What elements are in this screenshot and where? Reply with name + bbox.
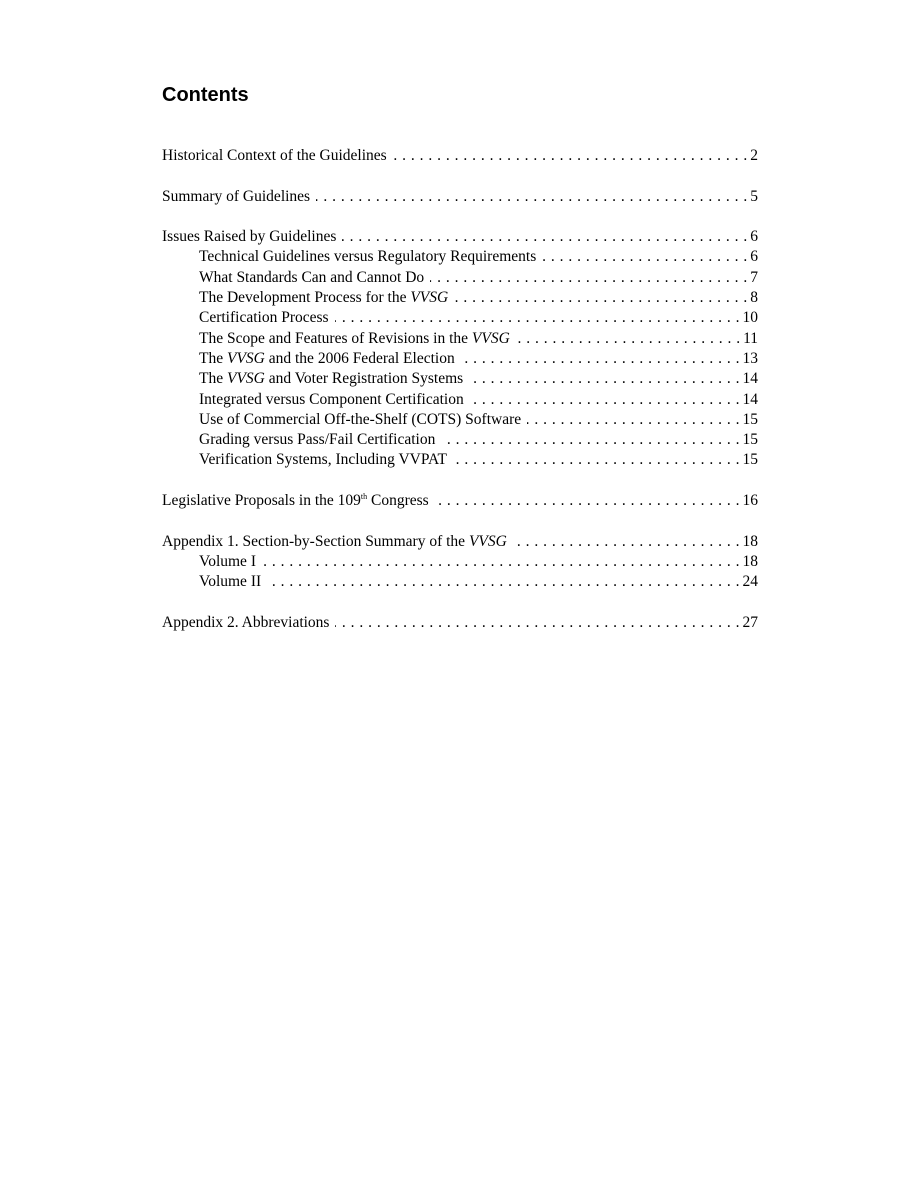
toc-entry-volume-2[interactable] bbox=[162, 572, 758, 592]
toc-entry-voter-registration[interactable] bbox=[162, 369, 758, 389]
page-title: Contents bbox=[162, 84, 249, 106]
toc-entry-title: What Standards Can and Cannot Do bbox=[199, 268, 425, 286]
dot-leader bbox=[335, 613, 739, 633]
toc-title-part: The bbox=[199, 349, 227, 367]
toc-entry-grading-pass-fail[interactable] bbox=[162, 430, 758, 450]
toc-page-number: 15 bbox=[742, 410, 758, 428]
toc-entry-title bbox=[199, 349, 461, 369]
toc-entry-volume-1[interactable] bbox=[162, 552, 758, 572]
toc-entry-title bbox=[199, 329, 516, 349]
toc-entry-technical-guidelines[interactable] bbox=[162, 247, 758, 267]
dot-leader bbox=[441, 430, 739, 450]
dot-leader bbox=[430, 268, 747, 288]
toc-title-italic: VVSG bbox=[468, 532, 507, 550]
toc-entry-title: Technical Guidelines versus Regulatory Requirements bbox=[199, 248, 537, 266]
dot-leader bbox=[453, 450, 740, 470]
toc-page-number: 13 bbox=[742, 349, 758, 367]
dot-leader bbox=[342, 227, 747, 247]
toc-title-part: and the 2006 Federal Election bbox=[264, 349, 455, 367]
toc-entry-what-standards[interactable] bbox=[162, 268, 758, 288]
toc-entry-verification-systems[interactable] bbox=[162, 450, 758, 470]
toc-title-part: The Scope and Features of Revisions in the bbox=[199, 329, 472, 347]
toc-page-number: 5 bbox=[750, 187, 758, 205]
toc-page-number: 15 bbox=[742, 451, 758, 469]
toc-entry-title: Volume II bbox=[199, 573, 262, 591]
toc-page-number: 14 bbox=[742, 390, 758, 408]
dot-leader bbox=[542, 247, 747, 267]
toc-entry-title bbox=[199, 288, 454, 308]
toc-page-number: 15 bbox=[742, 431, 758, 449]
toc-page-number: 11 bbox=[743, 329, 758, 347]
toc-entry-title: Integrated versus Component Certification bbox=[199, 390, 464, 408]
toc-entry-cots-software[interactable] bbox=[162, 410, 758, 430]
toc-entry-title bbox=[162, 532, 513, 552]
toc-title-italic: VVSG bbox=[226, 349, 265, 367]
toc-page-number: 10 bbox=[742, 309, 758, 327]
toc-entry-integrated-component[interactable] bbox=[162, 390, 758, 410]
toc-page-number: 18 bbox=[742, 552, 758, 570]
toc-title-italic: VVSG bbox=[410, 289, 449, 307]
toc-title-part: The bbox=[199, 370, 227, 388]
dot-leader bbox=[461, 349, 740, 369]
toc-title-part: and Voter Registration Systems bbox=[264, 370, 464, 388]
toc-entry-title: Verification Systems, Including VVPAT bbox=[199, 451, 447, 469]
toc-title-part: Legislative Proposals in the 109 bbox=[162, 492, 361, 510]
dot-leader bbox=[335, 308, 740, 328]
dot-leader bbox=[435, 491, 740, 511]
dot-leader bbox=[393, 146, 748, 166]
toc-page-number: 14 bbox=[742, 370, 758, 388]
dot-leader bbox=[469, 369, 739, 389]
toc-entry-title: Volume I bbox=[199, 552, 256, 570]
toc-entry-development-process[interactable] bbox=[162, 288, 758, 308]
toc-entry-title bbox=[199, 369, 469, 389]
toc-title-italic: VVSG bbox=[226, 370, 265, 388]
toc-entry-title: Use of Commercial Off-the-Shelf (COTS) Software bbox=[199, 410, 522, 428]
toc-entry-certification-process[interactable] bbox=[162, 308, 758, 328]
dot-leader bbox=[513, 532, 740, 552]
toc-entry-title: Summary of Guidelines bbox=[162, 187, 311, 205]
toc-entry-title: Historical Context of the Guidelines bbox=[162, 147, 387, 164]
toc-entry-title: Grading versus Pass/Fail Certification bbox=[199, 431, 436, 449]
toc-entry-issues[interactable] bbox=[162, 227, 758, 247]
toc-title-part: Appendix 1. Section-by-Section Summary of the bbox=[162, 532, 469, 550]
dot-leader bbox=[267, 572, 739, 592]
toc-entry-title: Appendix 2. Abbreviations bbox=[162, 613, 330, 631]
toc-page-number: 2 bbox=[750, 147, 758, 164]
toc-page-number: 24 bbox=[742, 573, 758, 591]
toc-entry-title: Issues Raised by Guidelines bbox=[162, 228, 337, 246]
toc-entry-title: Certification Process bbox=[199, 309, 329, 327]
toc-entry-appendix-1[interactable] bbox=[162, 532, 758, 552]
toc-page-number: 27 bbox=[742, 613, 758, 631]
toc-page-number: 6 bbox=[750, 228, 758, 246]
toc-title-part: Congress bbox=[367, 492, 429, 510]
toc-page-number: 7 bbox=[750, 268, 758, 286]
toc-entry-scope-features[interactable] bbox=[162, 329, 758, 349]
toc-page-number: 8 bbox=[750, 289, 758, 307]
toc-entry-historical-context[interactable] bbox=[162, 146, 758, 166]
dot-leader bbox=[527, 410, 739, 430]
dot-leader bbox=[316, 187, 747, 207]
toc-entry-legislative-proposals[interactable] bbox=[162, 491, 758, 511]
dot-leader bbox=[454, 288, 747, 308]
toc-entry-2006-election[interactable] bbox=[162, 349, 758, 369]
toc-page-number: 16 bbox=[742, 492, 758, 510]
toc-entry-appendix-2[interactable] bbox=[162, 613, 758, 633]
toc-entry-title bbox=[162, 491, 435, 511]
toc-entry-summary[interactable] bbox=[162, 187, 758, 207]
toc-page-number: 6 bbox=[750, 248, 758, 266]
toc-page-number: 18 bbox=[742, 532, 758, 550]
toc-title-part: The Development Process for the bbox=[199, 289, 411, 307]
dot-leader bbox=[516, 329, 740, 349]
table-of-contents bbox=[162, 146, 758, 633]
toc-title-italic: VVSG bbox=[471, 329, 510, 347]
toc-title-superscript: th bbox=[360, 492, 368, 502]
dot-leader bbox=[262, 552, 740, 572]
dot-leader bbox=[470, 390, 740, 410]
